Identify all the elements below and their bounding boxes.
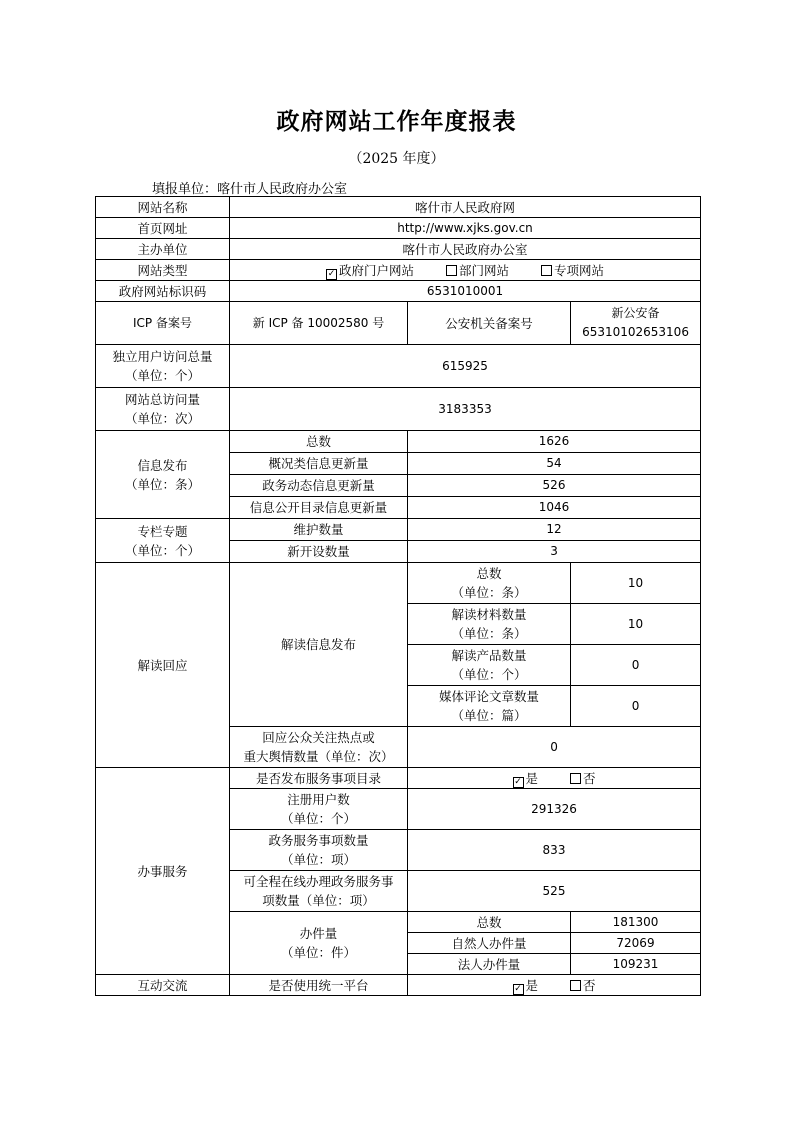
- site-type-label: 网站类型: [96, 260, 230, 281]
- site-code-label: 政府网站标识码: [96, 281, 230, 302]
- interact-platform-label: 是否使用统一平台: [230, 975, 408, 996]
- option-no[interactable]: 否: [570, 769, 596, 788]
- info-overview-label: 概况类信息更新量: [230, 453, 408, 475]
- service-online-value: 525: [408, 871, 701, 912]
- service-items-value: 833: [408, 830, 701, 871]
- interpret-media-value: 0: [571, 686, 701, 727]
- info-publish-label: 信息发布 （单位：条）: [96, 431, 230, 519]
- row-page-views: [96, 388, 701, 431]
- site-code-value: 6531010001: [230, 281, 701, 302]
- column-new-value: 3: [408, 541, 701, 563]
- column-topic-label: 专栏专题 （单位：个）: [96, 519, 230, 563]
- column-maintain-label: 维护数量: [230, 519, 408, 541]
- page-views-value: 3183353: [230, 388, 701, 431]
- interpret-material-value: 10: [571, 604, 701, 645]
- option-special[interactable]: 专项网站: [541, 261, 604, 280]
- report-year: （2025 年度）: [348, 151, 445, 167]
- cases-total-label: 总数: [408, 912, 571, 933]
- interpret-response-count-label: 回应公众关注热点或 重大舆情数量（单位：次）: [230, 727, 408, 768]
- info-affairs-label: 政务动态信息更新量: [230, 475, 408, 497]
- unique-visitors-value: 615925: [230, 345, 701, 388]
- option-no[interactable]: 否: [570, 976, 596, 995]
- row-info-total: [96, 431, 701, 453]
- row-interpret-total: [96, 563, 701, 604]
- column-new-label: 新开设数量: [230, 541, 408, 563]
- info-catalog-value: 1046: [408, 497, 701, 519]
- row-interact: [96, 975, 701, 996]
- cases-natural-label: 自然人办件量: [408, 933, 571, 954]
- row-column-maintain: [96, 519, 701, 541]
- interact-platform-options: [408, 975, 701, 996]
- interpret-total-label: 总数 （单位：条）: [408, 563, 571, 604]
- filing-unit: 填报单位：喀什市人民政府办公室: [152, 182, 348, 197]
- info-affairs-value: 526: [408, 475, 701, 497]
- interpret-response-value: 0: [408, 727, 701, 768]
- service-users-label: 注册用户数 （单位：个）: [230, 789, 408, 830]
- info-total-value: 1626: [408, 431, 701, 453]
- police-record-value: 新公安备 65310102653106: [571, 302, 701, 345]
- checkbox-checked-icon[interactable]: ✓: [327, 268, 336, 279]
- column-maintain-value: 12: [408, 519, 701, 541]
- service-users-value: 291326: [408, 789, 701, 830]
- info-catalog-label: 信息公开目录信息更新量: [230, 497, 408, 519]
- report-table: [95, 196, 701, 996]
- option-department[interactable]: 部门网站: [446, 261, 509, 280]
- row-service-catalog: [96, 768, 701, 789]
- cases-natural-value: 72069: [571, 933, 701, 954]
- homepage-label: 首页网址: [96, 218, 230, 239]
- option-yes[interactable]: ✓ 是: [514, 977, 539, 994]
- icp-value: 新 ICP 备 10002580 号: [230, 302, 408, 345]
- service-catalog-label: 是否发布服务事项目录: [230, 768, 408, 789]
- site-name-label: 网站名称: [96, 197, 230, 218]
- interpret-response-label: 解读回应: [96, 563, 230, 768]
- checkbox-empty-icon[interactable]: [570, 773, 581, 784]
- checkbox-checked-icon[interactable]: ✓: [514, 776, 522, 787]
- cases-label: 办件量 （单位：件）: [230, 912, 408, 975]
- service-online-label: 可全程在线办理政务服务事 项数量（单位：项）: [230, 871, 408, 912]
- police-record-label: 公安机关备案号: [408, 302, 571, 345]
- service-label: 办事服务: [96, 768, 230, 975]
- info-total-label: 总数: [230, 431, 408, 453]
- cases-legal-value: 109231: [571, 954, 701, 975]
- interpret-total-value: 10: [571, 563, 701, 604]
- sponsor-value: 喀什市人民政府办公室: [230, 239, 701, 260]
- cases-total-value: 181300: [571, 912, 701, 933]
- page-title: 政府网站工作年度报表: [276, 108, 517, 135]
- row-homepage: [96, 218, 701, 239]
- row-icp: [96, 302, 701, 345]
- option-yes[interactable]: ✓ 是: [514, 770, 539, 787]
- row-sponsor: [96, 239, 701, 260]
- site-type-options: [230, 260, 701, 281]
- interpret-material-label: 解读材料数量 （单位：条）: [408, 604, 571, 645]
- icp-label: ICP 备案号: [96, 302, 230, 345]
- interpret-product-value: 0: [571, 645, 701, 686]
- interpret-product-label: 解读产品数量 （单位：个）: [408, 645, 571, 686]
- page-views-label: 网站总访问量 （单位：次）: [96, 388, 230, 431]
- sponsor-label: 主办单位: [96, 239, 230, 260]
- interact-label: 互动交流: [96, 975, 230, 996]
- homepage-value: http://www.xjks.gov.cn: [230, 218, 701, 239]
- info-overview-value: 54: [408, 453, 701, 475]
- checkbox-checked-icon[interactable]: ✓: [514, 983, 522, 994]
- service-items-label: 政务服务事项数量 （单位：项）: [230, 830, 408, 871]
- service-catalog-options: [408, 768, 701, 789]
- cases-legal-label: 法人办件量: [408, 954, 571, 975]
- row-site-type: [96, 260, 701, 281]
- row-unique-visitors: [96, 345, 701, 388]
- checkbox-empty-icon[interactable]: [446, 265, 457, 276]
- option-portal[interactable]: ✓ 政府门户网站: [327, 262, 415, 279]
- interpret-media-label: 媒体评论文章数量 （单位：篇）: [408, 686, 571, 727]
- checkbox-empty-icon[interactable]: [541, 265, 552, 276]
- row-site-code: [96, 281, 701, 302]
- checkbox-empty-icon[interactable]: [570, 980, 581, 991]
- unique-visitors-label: 独立用户访问总量 （单位：个）: [96, 345, 230, 388]
- site-name-value: 喀什市人民政府网: [230, 197, 701, 218]
- row-site-name: [96, 197, 701, 218]
- interpret-publish-label: 解读信息发布: [230, 563, 408, 727]
